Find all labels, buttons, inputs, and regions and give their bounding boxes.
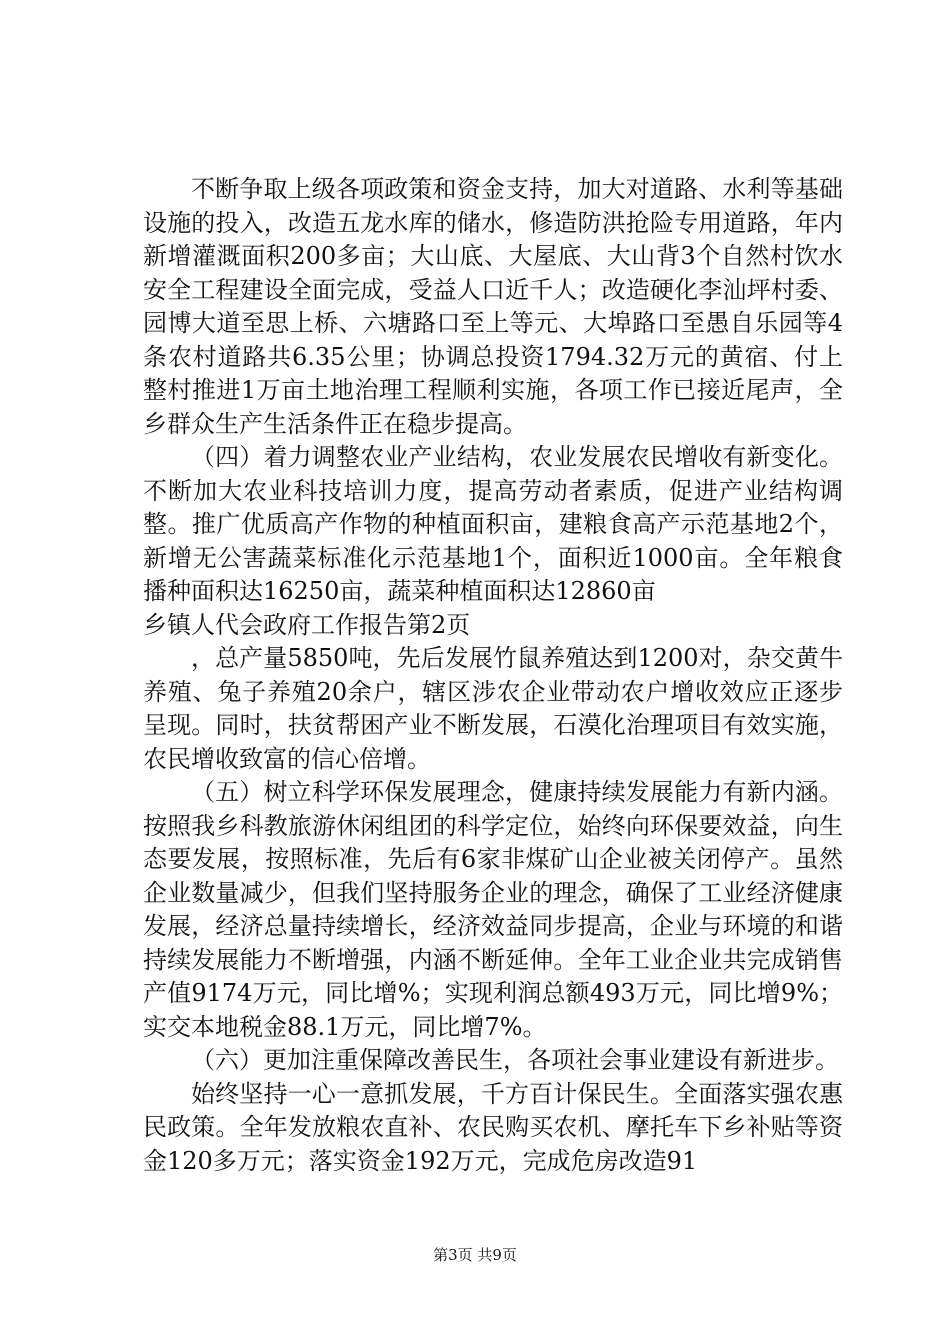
paragraph-livelihood-heading: （六）更加注重保障改善民生，各项社会事业建设有新进步。	[191, 1046, 839, 1074]
paragraph-agriculture: （四）着力调整农业产业结构，农业发展农民增收有新变化。不断加大农业科技培训力度，提高劳动者素质，促进产业结构调整。推广优质高产作物的种植面积亩，建粮食高产示范基地2个，新增无公害蔬菜标准化示范基地1个，面积近1000亩。全年粮食播种面积达16250亩，蔬菜种植面积达12860亩	[143, 443, 843, 605]
document-body	[143, 173, 843, 1178]
paragraph-environment: （五）树立科学环保发展理念，健康持续发展能力有新内涵。按照我乡科教旅游休闲组团的科学定位，始终向环保要效益，向生态要发展，按照标准，先后有6家非煤矿山企业被关闭停产。虽然企业数量减少，但我们坚持服务企业的理念，确保了工业经济健康发展，经济总量持续增长，经济效益同步提高，企业与环境的和谐持续发展能力不断增强，内涵不断延伸。全年工业企业共完成销售产值9174万元，同比增%；实现利润总额493万元，同比增9%；实交本地税金88.1万元，同比增7%。	[143, 778, 843, 1041]
paragraph-infrastructure: 不断争取上级各项政策和资金支持，加大对道路、水利等基础设施的投入，改造五龙水库的储水，修造防洪抢险专用道路，年内新增灌溉面积200多亩；大山底、大屋底、大山背3个自然村饮水安全工程建设全面完成，受益人口近千人；改造硬化李汕坪村委、园博大道至思上桥、六塘路口至上等元、大埠路口至愚自乐园等4条农村道路共6.35公里；协调总投资1794.32万元的黄宿、付上整村推进1万亩土地治理工程顺利实施，各项工作已接近尾声，全乡群众生产生活条件正在稳步提高。	[143, 175, 843, 438]
paragraph-agriculture-continued: ，总产量5850吨，先后发展竹鼠养殖达到1200对，杂交黄牛养殖、兔子养殖20余户，辖区涉农企业带动农户增收效应正逐步呈现。同时，扶贫帮困产业不断发展，石漠化治理项目有效实施，农民增收致富的信心倍增。	[143, 644, 843, 773]
page-footer: 第3页 共9页	[433, 1246, 517, 1264]
page-header-line: 乡镇人代会政府工作报告第2页	[143, 610, 471, 639]
paragraph-livelihood: 始终坚持一心一意抓发展，千方百计保民生。全面落实强农惠民政策。全年发放粮农直补、农民购买农机、摩托车下乡补贴等资金120多万元；落实资金192万元，完成危房改造91	[143, 1079, 843, 1175]
